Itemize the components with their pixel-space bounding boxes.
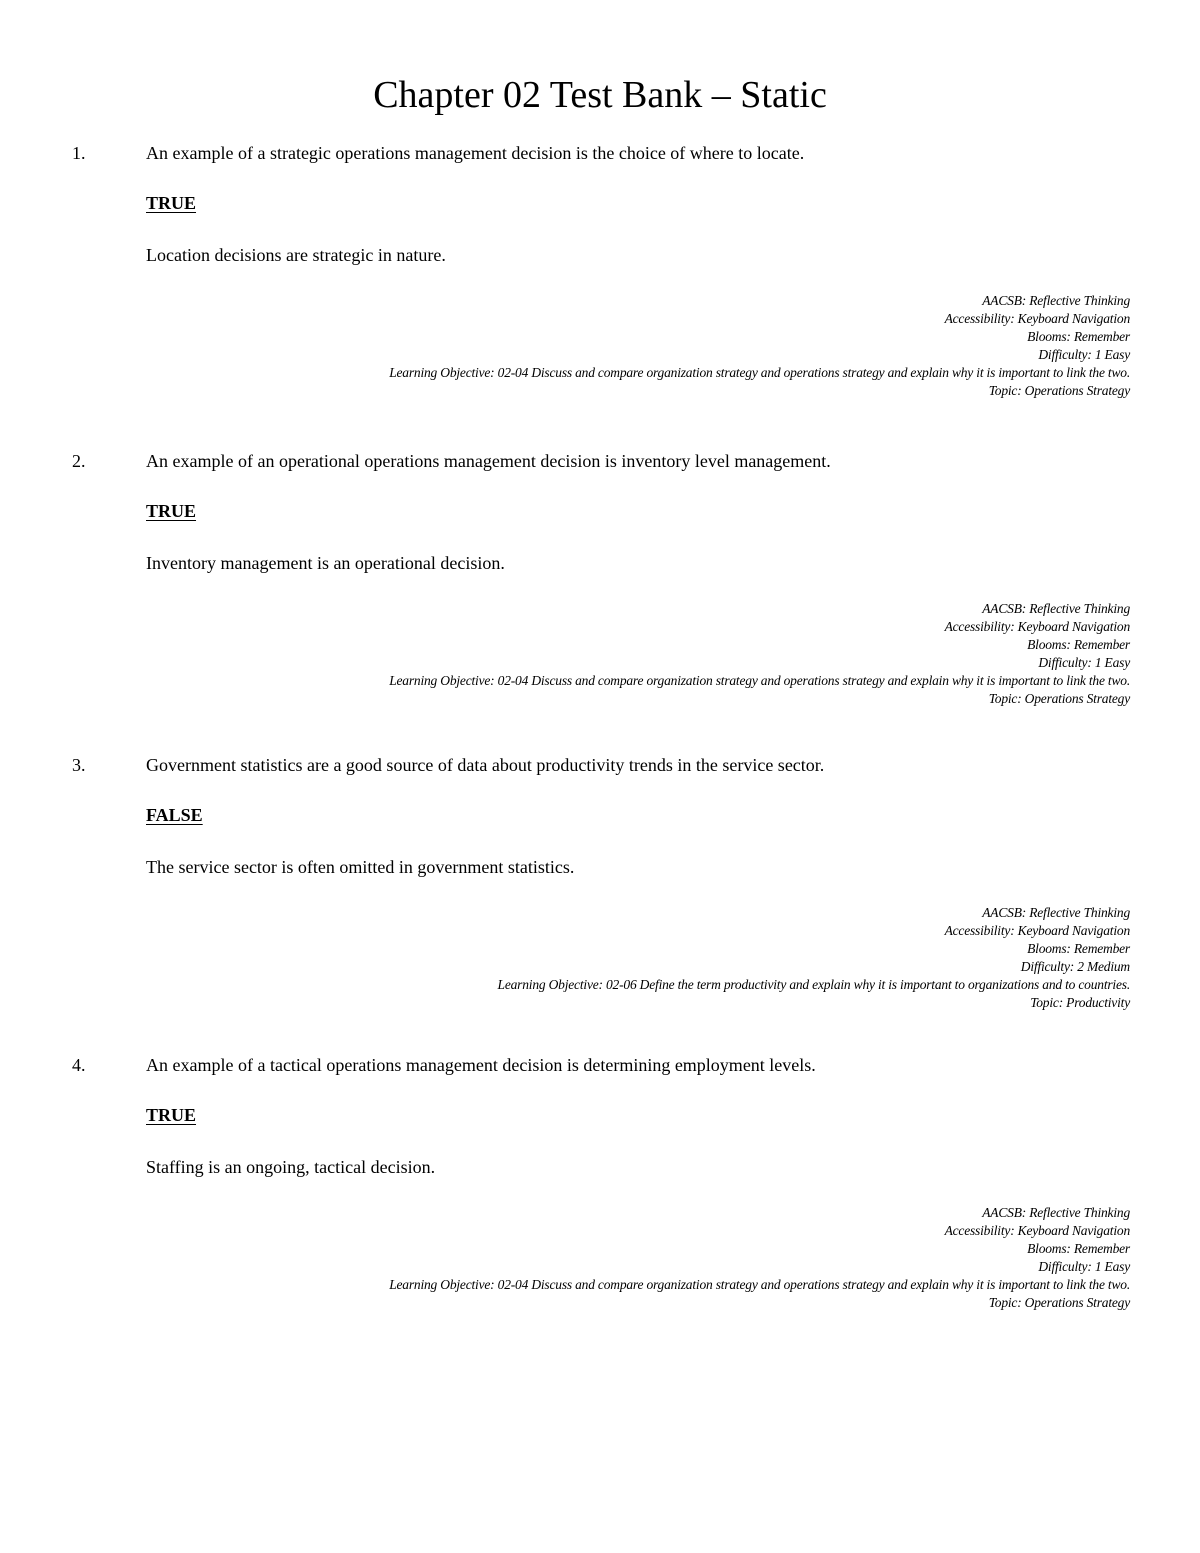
question-number: 1. — [72, 143, 86, 163]
question-metadata — [498, 904, 1130, 1012]
question-text: An example of a tactical operations management decision is determining employment levels. — [146, 1055, 816, 1075]
meta-learning-objective: Learning Objective: 02-06 Define the term productivity and explain why it is important to organizations and to countries. — [497, 977, 1130, 992]
question-metadata — [389, 292, 1130, 400]
meta-topic: Topic: Operations Strategy — [988, 1295, 1130, 1310]
answer-explanation: Inventory management is an operational decision. — [146, 553, 505, 573]
meta-blooms: Blooms: Remember — [1027, 329, 1130, 344]
meta-accessibility: Accessibility: Keyboard Navigation — [944, 1223, 1130, 1238]
meta-blooms: Blooms: Remember — [1027, 1241, 1130, 1256]
meta-accessibility: Accessibility: Keyboard Navigation — [944, 923, 1130, 938]
answer-explanation: Location decisions are strategic in nature. — [146, 245, 446, 265]
meta-topic: Topic: Operations Strategy — [988, 691, 1130, 706]
meta-learning-objective: Learning Objective: 02-04 Discuss and compare organization strategy and operations strategy and explain why it is important to link the two. — [389, 365, 1130, 380]
meta-blooms: Blooms: Remember — [1027, 941, 1130, 956]
answer-explanation: The service sector is often omitted in government statistics. — [146, 857, 575, 877]
question-text: Government statistics are a good source of data about productivity trends in the service sector. — [146, 755, 825, 775]
meta-aacsb: AACSB: Reflective Thinking — [982, 1205, 1130, 1220]
meta-blooms: Blooms: Remember — [1027, 637, 1130, 652]
meta-difficulty: Difficulty: 2 Medium — [1020, 959, 1130, 974]
question-text: An example of a strategic operations management decision is the choice of where to locate. — [146, 143, 805, 163]
question-text: An example of an operational operations management decision is inventory level management. — [146, 451, 831, 471]
meta-topic: Topic: Productivity — [1030, 995, 1130, 1010]
meta-learning-objective: Learning Objective: 02-04 Discuss and compare organization strategy and operations strategy and explain why it is important to link the two. — [389, 673, 1130, 688]
answer-label: TRUE — [146, 193, 197, 213]
question-metadata — [389, 1204, 1130, 1312]
meta-difficulty: Difficulty: 1 Easy — [1038, 655, 1130, 670]
question-number: 2. — [72, 451, 86, 471]
meta-aacsb: AACSB: Reflective Thinking — [982, 293, 1130, 308]
meta-learning-objective: Learning Objective: 02-04 Discuss and compare organization strategy and operations strategy and explain why it is important to link the two. — [389, 1277, 1130, 1292]
meta-topic: Topic: Operations Strategy — [988, 383, 1130, 398]
page-title: Chapter 02 Test Bank – Static — [373, 74, 827, 116]
meta-difficulty: Difficulty: 1 Easy — [1038, 1259, 1130, 1274]
answer-label: TRUE — [146, 501, 197, 521]
meta-accessibility: Accessibility: Keyboard Navigation — [944, 311, 1130, 326]
question-metadata — [389, 600, 1130, 708]
meta-accessibility: Accessibility: Keyboard Navigation — [944, 619, 1130, 634]
question-number: 4. — [72, 1055, 86, 1075]
meta-aacsb: AACSB: Reflective Thinking — [982, 601, 1130, 616]
answer-explanation: Staffing is an ongoing, tactical decision. — [146, 1157, 436, 1177]
meta-difficulty: Difficulty: 1 Easy — [1038, 347, 1130, 362]
question-number: 3. — [72, 755, 86, 775]
answer-label: TRUE — [146, 1105, 197, 1125]
meta-aacsb: AACSB: Reflective Thinking — [982, 905, 1130, 920]
answer-label: FALSE — [146, 805, 203, 825]
